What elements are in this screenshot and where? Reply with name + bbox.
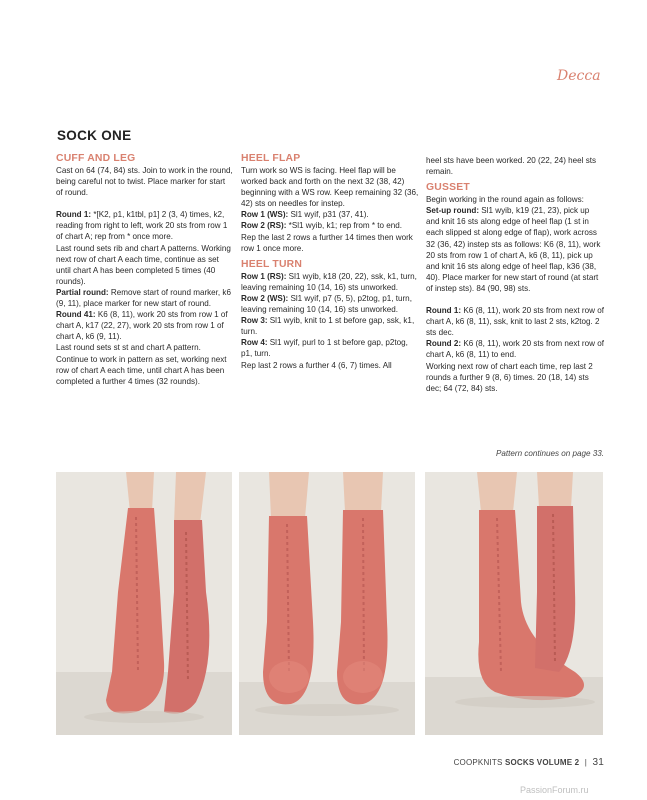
column-1 [56, 152, 234, 387]
gusset-round-2-instruction [426, 338, 604, 360]
row-label: Row 2 (WS): [241, 293, 289, 303]
round-label: Round 2: [426, 339, 462, 349]
begin-paragraph: Begin working in the round again as follows: [426, 195, 584, 205]
round-label: Set-up round: [426, 206, 480, 216]
heading-heel-flap: HEEL FLAP [241, 153, 301, 164]
heading-gusset: GUSSET [426, 182, 470, 194]
round-label: Round 1: [56, 210, 92, 220]
pattern-name: Decca [557, 68, 601, 84]
magazine-brand: COOPKNITS [453, 758, 503, 767]
st-st-paragraph: Last round sets st st and chart A pattern. Continue to work in pattern as set, working next row of chart A each time, until chart A has been completed a further 4 times (32 rounds). [56, 343, 227, 386]
section-title: SOCK ONE [57, 128, 132, 143]
instruction-text: Sl1 wyif, p7 (5, 5), p2tog, p1, turn, leaving remaining 10 (14, 16) sts unworked. [241, 293, 412, 315]
repeat-paragraph-2: Rep last 2 rows a further 4 (6, 7) times. All [241, 360, 392, 370]
heel-row-2-instruction [241, 220, 420, 231]
partial-round-instruction [56, 287, 234, 309]
turn-row-3-instruction [241, 315, 420, 337]
instruction-text: Sl1 wyif, purl to 1 st before gap, p2tog, p1, turn. [241, 338, 408, 359]
instruction-text: Sl1 wyib, knit to 1 st before gap, ssk, k1, turn. [241, 316, 415, 337]
instruction-text: Sl1 wyib, k19 (21, 23), pick up and knit 16 sts along edge of heel flap (1 st in each slipped st along edge of flap), work across 32 (36, 42) instep sts as follows: K6 (8, 11), work 20 sts from row 1 of chart A, k6 (8, 11), pick up and knit 16 sts along edge of heel flap, k36 (38, 40). Place marker for new start of round (at start of instep sts). 84 (90, 98) sts. [426, 206, 601, 293]
heading-heel-turn: HEEL TURN [241, 258, 303, 270]
row-label: Row 1 (WS): [241, 210, 289, 220]
instruction-text: *Sl1 wyib, k1; rep from * to end. [286, 221, 403, 231]
page-number: 31 [592, 757, 604, 768]
magazine-title: SOCKS VOLUME 2 [504, 758, 580, 767]
sock-photo-side [56, 472, 232, 735]
row-label: Row 3: [241, 316, 268, 326]
turn-row-4-instruction [241, 337, 420, 359]
round-label: Partial round: [56, 287, 109, 297]
repeat-paragraph: Rep the last 2 rows a further 14 times then work row 1 once more. [241, 232, 413, 253]
setup-round-instruction [426, 205, 604, 294]
instruction-text: K6 (8, 11), work 20 sts from next row of chart A, k6 (8, 11) to end. [426, 339, 604, 360]
working-paragraph: Working next row of chart each time, rep last 2 rounds a further 9 (8, 6) times. 20 (18, 14) sts dec; 64 (72, 84) sts. [426, 361, 593, 393]
instruction-text: Sl1 wyif, p31 (37, 41). [288, 210, 369, 220]
turn-row-1-instruction [241, 271, 420, 293]
gusset-round-1-instruction [426, 305, 604, 338]
instruction-text: Remove start of round marker, k6 (9, 11), place marker for new start of round. [56, 287, 231, 309]
sock-photo-back [239, 472, 415, 735]
cast-on-paragraph: Cast on 64 (74, 84) sts. Join to work in the round, being careful not to twist. Place marker for start of round. [56, 166, 233, 198]
row-label: Row 1 (RS): [241, 271, 287, 281]
rib-pattern-paragraph: Last round sets rib and chart A patterns. Working next row of chart A each time, continue as set until chart A has been completed 5 times (40 rounds). [56, 243, 231, 286]
instruction-text: Sl1 wyib, k18 (20, 22), ssk, k1, turn, leaving remaining 10 (14, 16) sts unworked. [241, 271, 417, 292]
row-label: Row 4: [241, 338, 268, 348]
column-2 [241, 152, 420, 371]
footer-separator: | [584, 758, 588, 767]
watermark: PassionForum.ru [520, 785, 589, 795]
continue-note: Pattern continues on page 33. [496, 449, 604, 458]
instruction-text: K6 (8, 11), work 20 sts from next row of chart A, k6 (8, 11), ssk, knit to last 2 sts, k2tog. 2 sts dec. [426, 306, 604, 338]
round-label: Round 41: [56, 310, 96, 320]
round-41-instruction [56, 309, 234, 342]
round-1-instruction [56, 209, 234, 242]
instruction-text: K6 (8, 11), work 20 sts from row 1 of chart A, k17 (22, 27), work 20 sts from row 1 of chart A, k6 (9, 11). [56, 310, 228, 342]
instruction-text: *[K2, p1, k1tbl, p1] 2 (3, 4) times, k2, reading from right to left, work 20 sts from row 1 of chart A; rep from * once more. [56, 210, 228, 242]
turn-work-paragraph: Turn work so WS is facing. Heel flap will be worked back and forth on the next 32 (38, 42) beginning with a WS row. Keep remaining 32 (36, 42) sts on needles for instep. [241, 166, 419, 209]
heading-cuff-and-leg: CUFF AND LEG [56, 153, 136, 164]
heel-continuation: heel sts have been worked. 20 (22, 24) heel sts remain. [426, 156, 597, 177]
sock-photo-front [425, 472, 603, 735]
row-label: Row 2 (RS): [241, 221, 287, 231]
page-footer [300, 757, 604, 768]
turn-row-2-instruction [241, 293, 420, 315]
column-3 [426, 155, 604, 394]
heel-row-1-instruction [241, 209, 420, 220]
round-label: Round 1: [426, 306, 462, 316]
